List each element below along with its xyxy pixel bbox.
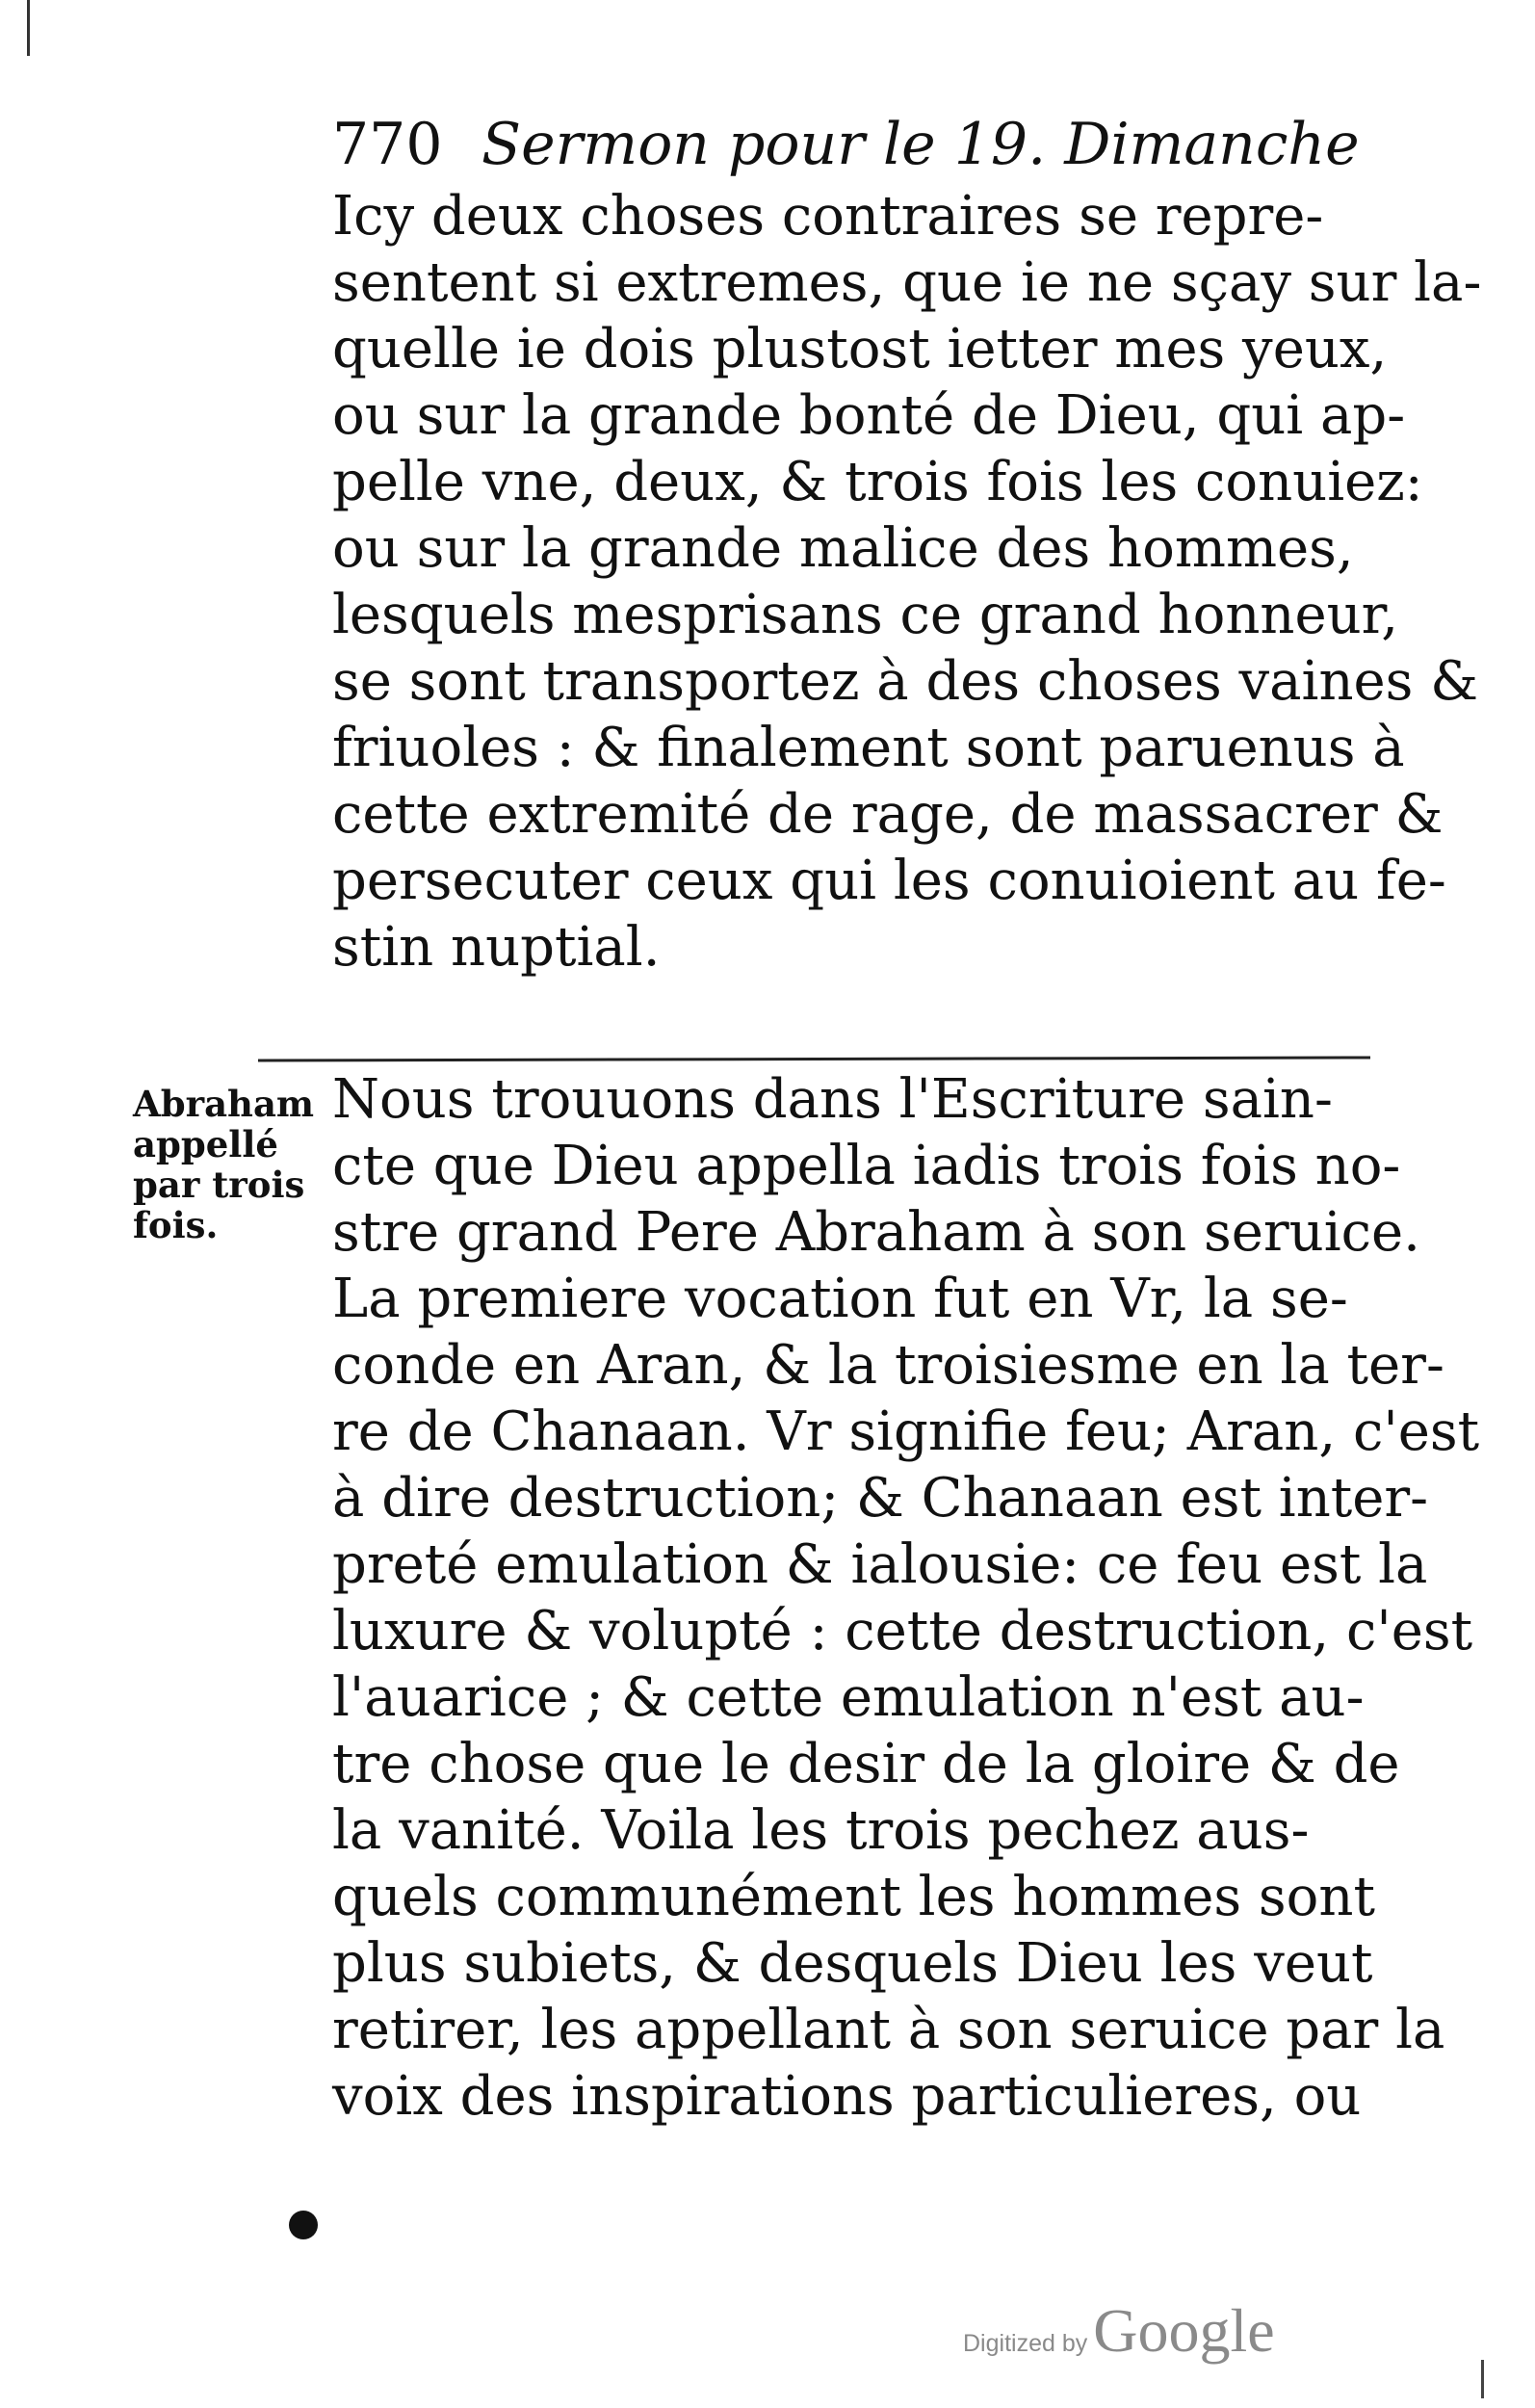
text-line: cte que Dieu appella iadis trois fois no- [332, 1135, 1401, 1197]
text-line: Nous trouuons dans l'Escriture sain- [332, 1068, 1333, 1131]
text-line: plus subiets, & desquels Dieu les veut [332, 1932, 1373, 1995]
text-line: luxure & volupté : cette destruction, c'est [332, 1600, 1473, 1662]
text-line: stin nuptial. [332, 916, 661, 979]
text-line: cette extremité de rage, de massacrer & [332, 783, 1444, 846]
paragraph-2 [332, 1066, 1480, 2130]
text-line: preté emulation & ialousie: ce feu est la [332, 1533, 1428, 1596]
marginal-line: appellé [133, 1123, 278, 1165]
scan-edge-mark [1481, 2360, 1484, 2398]
text-line: voix des inspirations particulieres, ou [332, 2065, 1362, 2128]
marginal-line: fois. [133, 1204, 219, 1246]
marginal-line: par trois [133, 1164, 305, 1206]
marginal-line: Abraham [133, 1083, 315, 1125]
paragraph-1 [332, 183, 1482, 981]
text-line: pelle vne, deux, & trois fois les conuiez: [332, 451, 1423, 513]
page-number: 770 [332, 111, 443, 178]
digitization-watermark [963, 2297, 1275, 2365]
text-line: La premiere vocation fut en Vr, la se- [332, 1268, 1348, 1330]
scan-edge-mark [27, 0, 30, 56]
ink-blot-mark [289, 2211, 318, 2239]
text-line: stre grand Pere Abraham à son seruice. [332, 1201, 1420, 1264]
running-title: Sermon pour le 19. Dimanche [481, 111, 1360, 178]
text-line: persecuter ceux qui les conuioient au fe- [332, 850, 1446, 912]
text-line: Icy deux choses contraires se repre- [332, 185, 1324, 248]
text-line: quelle ie dois plustost ietter mes yeux, [332, 318, 1388, 380]
text-line: ou sur la grande malice des hommes, [332, 517, 1354, 580]
running-head [332, 101, 1360, 188]
section-rule [258, 1056, 1370, 1061]
text-line: à dire destruction; & Chanaan est inter- [332, 1467, 1429, 1530]
text-line: tre chose que le desir de la gloire & de [332, 1733, 1400, 1795]
text-line: lesquels mesprisans ce grand honneur, [332, 584, 1399, 646]
text-line: conde en Aran, & la troisiesme en la ter- [332, 1334, 1444, 1397]
text-line: ou sur la grande bonté de Dieu, qui ap- [332, 384, 1406, 447]
text-line: re de Chanaan. Vr signifie feu; Aran, c'est [332, 1400, 1480, 1463]
google-logo: Google [1093, 2296, 1275, 2365]
text-line: quels communément les hommes sont [332, 1866, 1375, 1928]
watermark-prefix: Digitized by [963, 2330, 1088, 2357]
text-line: friuoles : & finalement sont paruenus à [332, 717, 1405, 779]
text-line: la vanité. Voila les trois pechez aus- [332, 1799, 1310, 1862]
text-line: retirer, les appellant à son seruice par la [332, 1999, 1445, 2061]
marginal-note [133, 1084, 325, 1245]
text-line: l'auarice ; & cette emulation n'est au- [332, 1666, 1365, 1729]
text-line: sentent si extremes, que ie ne sçay sur la- [332, 251, 1482, 314]
text-line: se sont transportez à des choses vaines & [332, 650, 1479, 713]
